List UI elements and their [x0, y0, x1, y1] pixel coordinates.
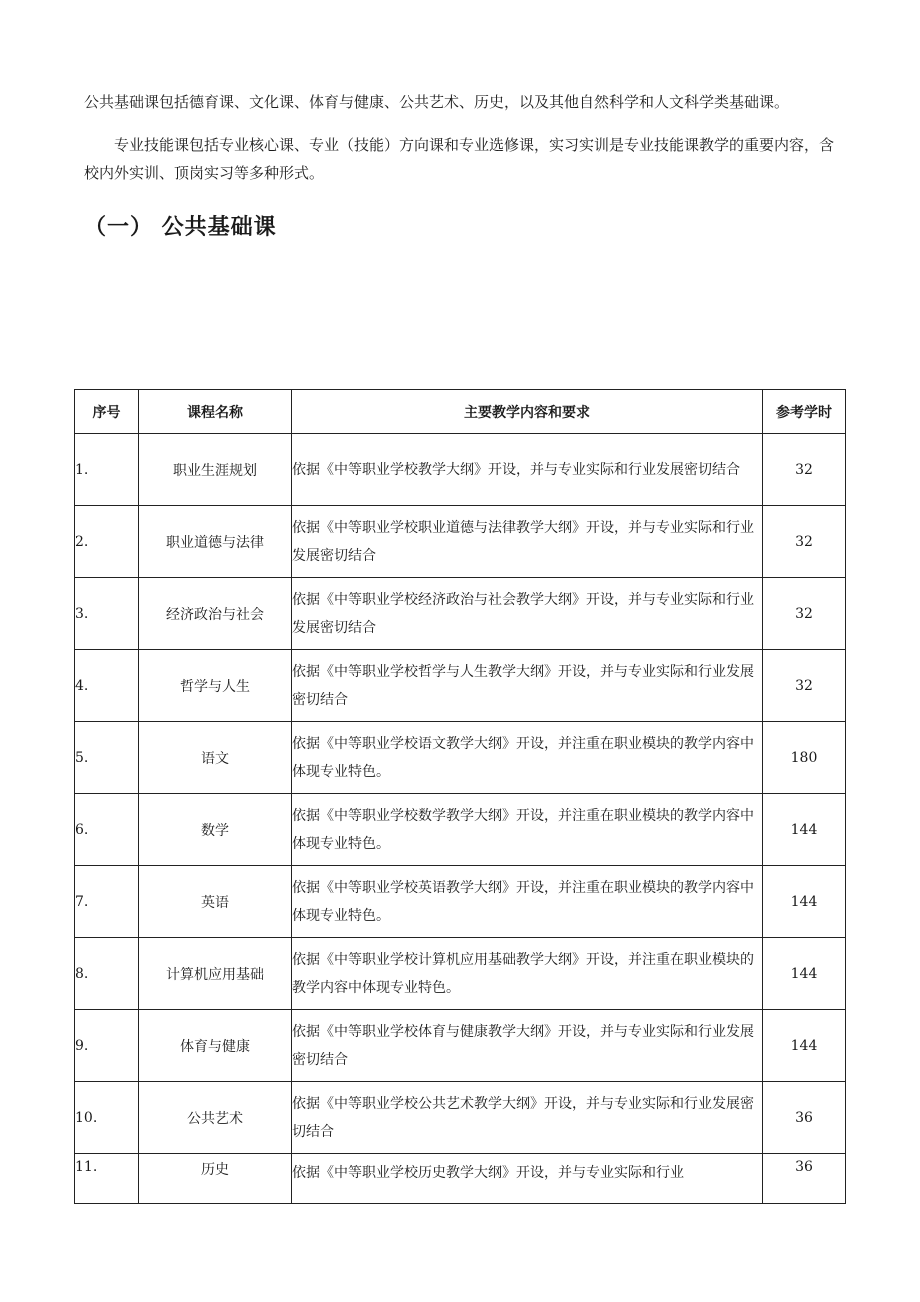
- row-content: 依据《中等职业学校职业道德与法律教学大纲》开设，并与专业实际和行业发展密切结合: [292, 506, 763, 578]
- header-course-name: 课程名称: [139, 390, 292, 434]
- row-content: 依据《中等职业学校计算机应用基础教学大纲》开设，并注重在职业模块的教学内容中体现专业特色。: [292, 938, 763, 1010]
- row-course-name: 语文: [139, 722, 292, 794]
- row-hours: 32: [763, 578, 846, 650]
- table-row: [75, 578, 846, 650]
- row-course-name: 计算机应用基础: [139, 938, 292, 1010]
- row-content: 依据《中等职业学校公共艺术教学大纲》开设，并与专业实际和行业发展密切结合: [292, 1082, 763, 1154]
- row-content: [292, 1154, 763, 1204]
- intro-paragraph-public-courses: 公共基础课包括德育课、文化课、体育与健康、公共艺术、历史，以及其他自然科学和人文科学类基础课。: [84, 93, 790, 111]
- row-hours: 144: [763, 866, 846, 938]
- row-number: 8.: [75, 938, 139, 1010]
- row-course-name: 经济政治与社会: [139, 578, 292, 650]
- row-course-name: 英语: [139, 866, 292, 938]
- table-row: [75, 1082, 846, 1154]
- table-row: [75, 866, 846, 938]
- row-number: 10.: [75, 1082, 139, 1154]
- row-number: 9.: [75, 1010, 139, 1082]
- row-course-name: 体育与健康: [139, 1010, 292, 1082]
- header-content: 主要教学内容和要求: [292, 390, 763, 434]
- row-number: 5.: [75, 722, 139, 794]
- row-hours: 144: [763, 1010, 846, 1082]
- table-row: [75, 1154, 846, 1204]
- row-course-name: 职业道德与法律: [139, 506, 292, 578]
- row-content: 依据《中等职业学校经济政治与社会教学大纲》开设，并与专业实际和行业发展密切结合: [292, 578, 763, 650]
- row-number: 7.: [75, 866, 139, 938]
- row-hours: 32: [763, 506, 846, 578]
- row-hours: 32: [763, 650, 846, 722]
- row-content: 依据《中等职业学校哲学与人生教学大纲》开设，并与专业实际和行业发展密切结合: [292, 650, 763, 722]
- row-hours: 32: [763, 434, 846, 506]
- row-hours: 36: [763, 1082, 846, 1154]
- table-row: [75, 434, 846, 506]
- row-course-name: 公共艺术: [139, 1082, 292, 1154]
- row-content: 依据《中等职业学校体育与健康教学大纲》开设，并与专业实际和行业发展密切结合: [292, 1010, 763, 1082]
- row-number: 11.: [75, 1154, 139, 1204]
- table-row: [75, 794, 846, 866]
- row-hours: 144: [763, 938, 846, 1010]
- row-content: 依据《中等职业学校语文教学大纲》开设，并注重在职业模块的教学内容中体现专业特色。: [292, 722, 763, 794]
- table-header-row: [75, 390, 846, 434]
- header-number: 序号: [75, 390, 139, 434]
- row-hours: 180: [763, 722, 846, 794]
- table-row: [75, 506, 846, 578]
- row-content: 依据《中等职业学校英语教学大纲》开设，并注重在职业模块的教学内容中体现专业特色。: [292, 866, 763, 938]
- row-hours: 144: [763, 794, 846, 866]
- table-row: [75, 722, 846, 794]
- row-number: 4.: [75, 650, 139, 722]
- row-number: 2.: [75, 506, 139, 578]
- row-number: 6.: [75, 794, 139, 866]
- table-row: [75, 938, 846, 1010]
- row-content-text: 依据《中等职业学校历史教学大纲》开设，并与专业实际和行业: [292, 1165, 684, 1181]
- row-number: 1.: [75, 434, 139, 506]
- header-hours: 参考学时: [763, 390, 846, 434]
- section-heading: （一） 公共基础课: [84, 215, 277, 240]
- row-course-name: 数学: [139, 794, 292, 866]
- row-course-name: 历史: [139, 1154, 292, 1204]
- row-content: 依据《中等职业学校数学教学大纲》开设，并注重在职业模块的教学内容中体现专业特色。: [292, 794, 763, 866]
- course-table: [74, 389, 846, 1204]
- row-course-name: 职业生涯规划: [139, 434, 292, 506]
- table-row: [75, 650, 846, 722]
- row-content: 依据《中等职业学校教学大纲》开设，并与专业实际和行业发展密切结合: [292, 434, 763, 506]
- row-course-name: 哲学与人生: [139, 650, 292, 722]
- table-row: [75, 1010, 846, 1082]
- row-hours: 36: [763, 1154, 846, 1204]
- row-number: 3.: [75, 578, 139, 650]
- intro-paragraph-skill-courses: 专业技能课包括专业核心课、专业（技能）方向课和专业选修课，实习实训是专业技能课教学的重要内容，含校内外实训、顶岗实习等多种形式。: [84, 136, 835, 182]
